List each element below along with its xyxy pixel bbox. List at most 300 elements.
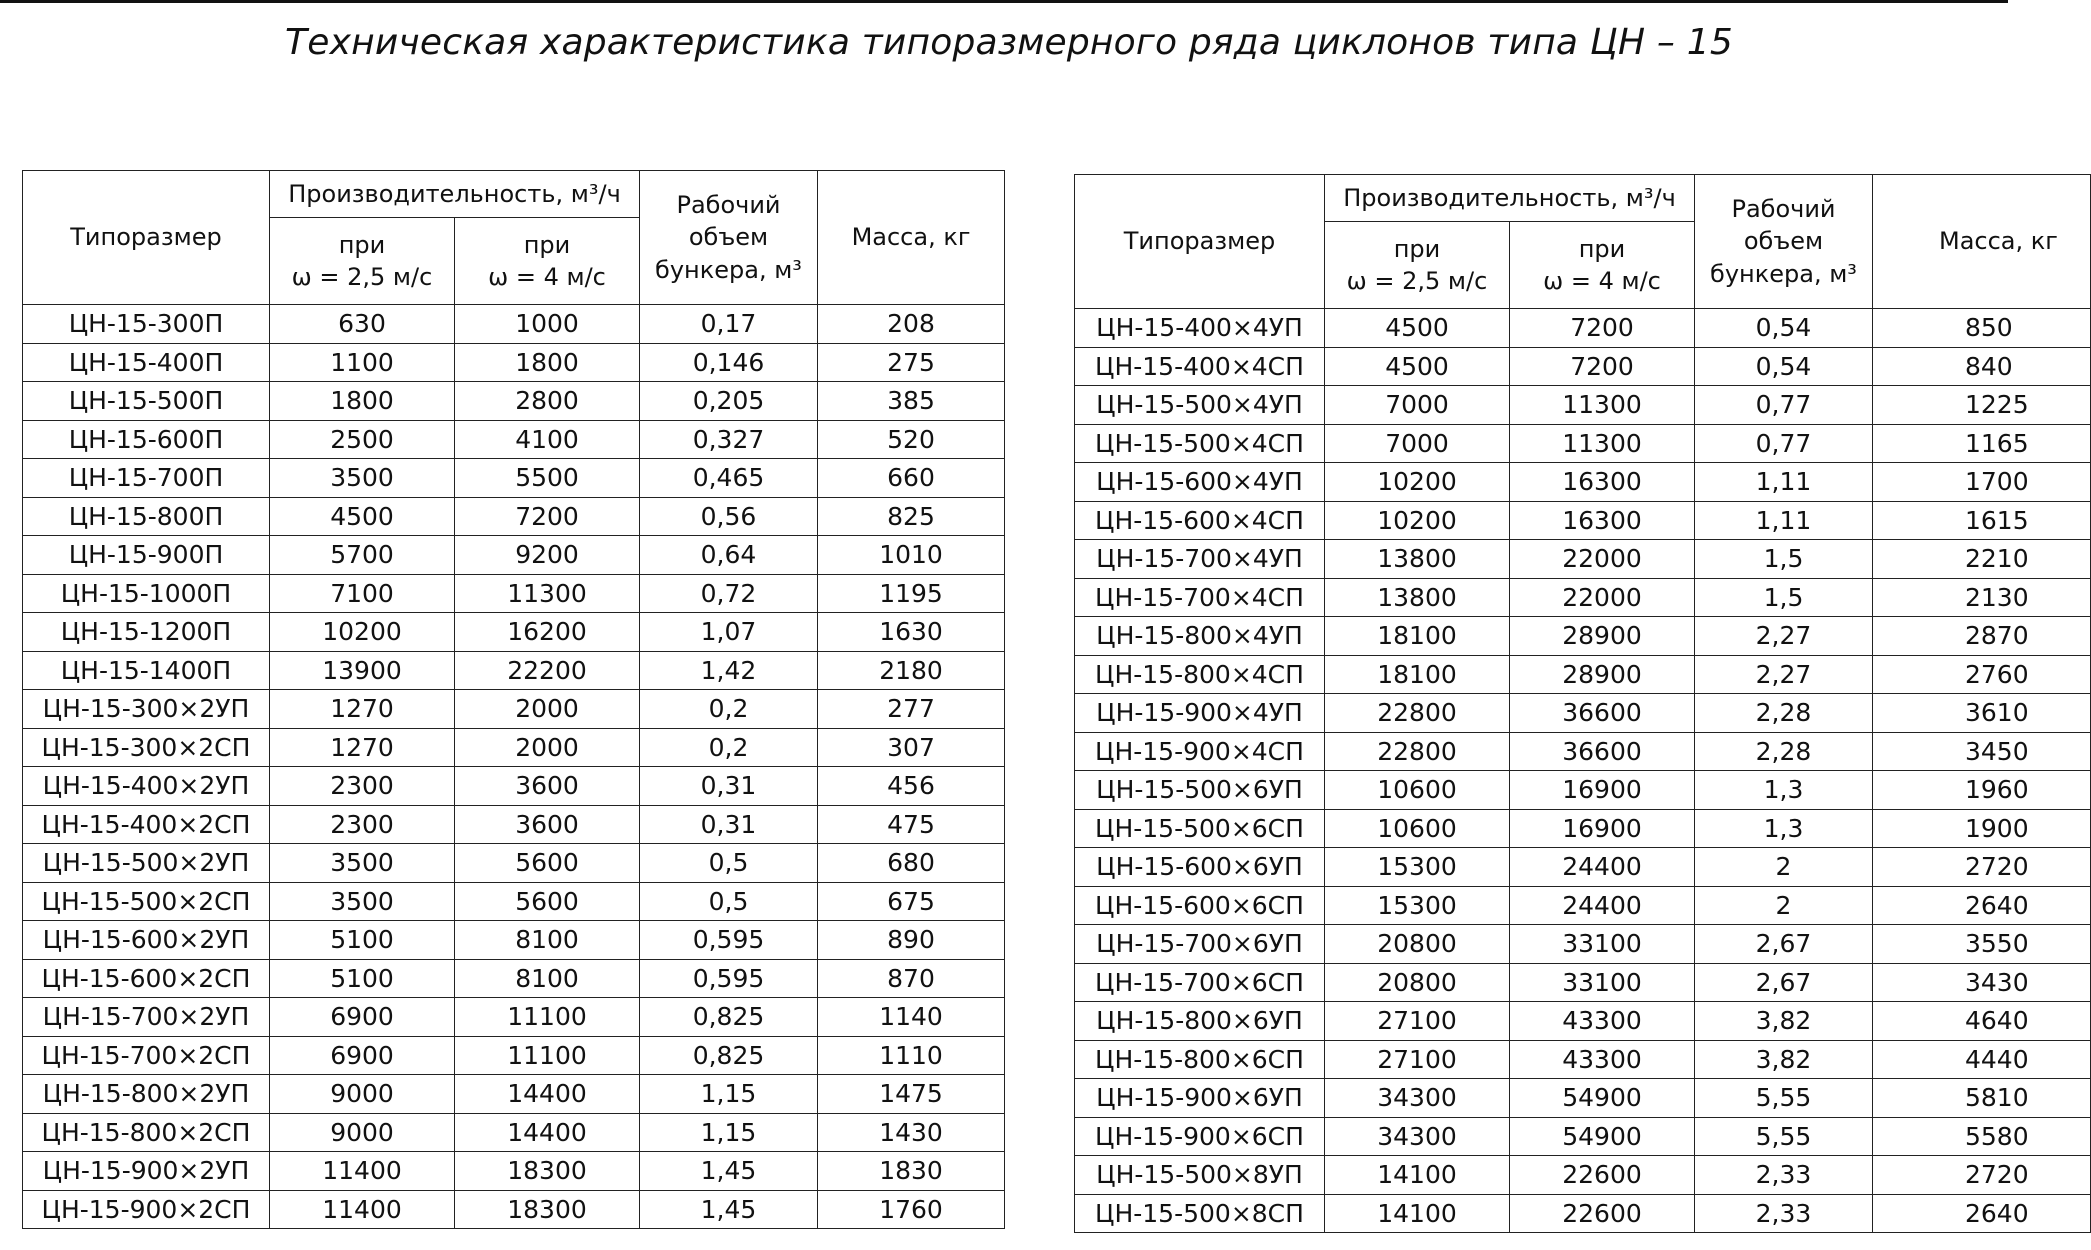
cell-size: ЦН-15-600×2СП <box>23 959 270 998</box>
table-row <box>1075 501 2091 540</box>
cell-capacity-4: 2800 <box>455 382 640 421</box>
table-row <box>1075 1156 2091 1195</box>
cell-mass: 2760 <box>1873 655 2091 694</box>
cell-mass: 1430 <box>818 1113 1005 1152</box>
cell-capacity-2-5: 34300 <box>1325 1117 1510 1156</box>
cell-volume: 0,54 <box>1695 347 1873 386</box>
cell-mass: 870 <box>818 959 1005 998</box>
cell-capacity-2-5: 9000 <box>270 1075 455 1114</box>
table-row <box>1075 1002 2091 1041</box>
cell-volume: 0,77 <box>1695 386 1873 425</box>
cell-volume: 2,33 <box>1695 1194 1873 1233</box>
cell-mass: 1630 <box>818 613 1005 652</box>
cell-volume: 0,205 <box>640 382 818 421</box>
cell-capacity-2-5: 20800 <box>1325 963 1510 1002</box>
cell-capacity-2-5: 1270 <box>270 728 455 767</box>
cell-size: ЦН-15-300×2СП <box>23 728 270 767</box>
cell-capacity-4: 36600 <box>1510 694 1695 733</box>
cell-size: ЦН-15-800×6УП <box>1075 1002 1325 1041</box>
cell-mass: 1475 <box>818 1075 1005 1114</box>
cell-volume: 5,55 <box>1695 1079 1873 1118</box>
cell-capacity-2-5: 4500 <box>1325 347 1510 386</box>
cell-size: ЦН-15-700×6УП <box>1075 925 1325 964</box>
table-row <box>23 1113 1005 1152</box>
cell-mass: 1830 <box>818 1152 1005 1191</box>
cell-size: ЦН-15-600×4УП <box>1075 463 1325 502</box>
cell-capacity-4: 14400 <box>455 1113 640 1152</box>
table-row <box>23 1075 1005 1114</box>
cell-volume: 0,77 <box>1695 424 1873 463</box>
cell-mass: 2720 <box>1873 848 2091 887</box>
table-row <box>1075 848 2091 887</box>
cell-mass: 456 <box>818 767 1005 806</box>
cell-size: ЦН-15-500×8УП <box>1075 1156 1325 1195</box>
table-row <box>1075 771 2091 810</box>
cell-capacity-4: 28900 <box>1510 617 1695 656</box>
cell-size: ЦН-15-1000П <box>23 574 270 613</box>
table-row <box>1075 732 2091 771</box>
table-row <box>23 459 1005 498</box>
table-row <box>23 574 1005 613</box>
cell-mass: 1900 <box>1873 809 2091 848</box>
cell-volume: 0,825 <box>640 1036 818 1075</box>
table-row <box>23 998 1005 1037</box>
cell-capacity-2-5: 22800 <box>1325 694 1510 733</box>
cell-size: ЦН-15-500×6УП <box>1075 771 1325 810</box>
cell-mass: 4640 <box>1873 1002 2091 1041</box>
cell-size: ЦН-15-600×2УП <box>23 921 270 960</box>
cell-size: ЦН-15-900×2СП <box>23 1190 270 1229</box>
table-row <box>1075 925 2091 964</box>
cell-volume: 2,27 <box>1695 655 1873 694</box>
cell-capacity-4: 2000 <box>455 690 640 729</box>
cell-size: ЦН-15-700×2УП <box>23 998 270 1037</box>
cell-capacity-2-5: 10200 <box>1325 501 1510 540</box>
cell-mass: 3610 <box>1873 694 2091 733</box>
cell-mass: 520 <box>818 420 1005 459</box>
cell-capacity-2-5: 4500 <box>270 497 455 536</box>
cell-volume: 2,27 <box>1695 617 1873 656</box>
cell-capacity-2-5: 2500 <box>270 420 455 459</box>
cell-mass: 1140 <box>818 998 1005 1037</box>
cell-volume: 0,5 <box>640 882 818 921</box>
cell-volume: 0,595 <box>640 959 818 998</box>
cell-capacity-4: 24400 <box>1510 848 1695 887</box>
header-size: Типоразмер <box>1075 175 1325 309</box>
cell-capacity-2-5: 10200 <box>1325 463 1510 502</box>
cell-capacity-2-5: 6900 <box>270 998 455 1037</box>
cell-mass: 1760 <box>818 1190 1005 1229</box>
cell-mass: 1615 <box>1873 501 2091 540</box>
header-size: Типоразмер <box>23 171 270 305</box>
cell-capacity-2-5: 7000 <box>1325 424 1510 463</box>
table-row <box>23 844 1005 883</box>
cell-mass: 2180 <box>818 651 1005 690</box>
table-row <box>1075 347 2091 386</box>
cell-capacity-2-5: 11400 <box>270 1152 455 1191</box>
cell-capacity-2-5: 11400 <box>270 1190 455 1229</box>
cell-capacity-2-5: 1800 <box>270 382 455 421</box>
cell-size: ЦН-15-900×2УП <box>23 1152 270 1191</box>
cell-capacity-4: 9200 <box>455 536 640 575</box>
cell-volume: 1,07 <box>640 613 818 652</box>
cell-capacity-4: 18300 <box>455 1190 640 1229</box>
table-row <box>23 1190 1005 1229</box>
cell-size: ЦН-15-800×4УП <box>1075 617 1325 656</box>
table-row <box>23 382 1005 421</box>
cell-capacity-2-5: 20800 <box>1325 925 1510 964</box>
cell-size: ЦН-15-900×6СП <box>1075 1117 1325 1156</box>
cell-mass: 2720 <box>1873 1156 2091 1195</box>
cell-capacity-4: 16300 <box>1510 463 1695 502</box>
table-row <box>23 651 1005 690</box>
cell-capacity-2-5: 6900 <box>270 1036 455 1075</box>
table-row <box>1075 309 2091 348</box>
cell-volume: 2,28 <box>1695 694 1873 733</box>
cell-capacity-4: 3600 <box>455 767 640 806</box>
table-row <box>23 728 1005 767</box>
cell-mass: 2870 <box>1873 617 2091 656</box>
cell-capacity-4: 33100 <box>1510 925 1695 964</box>
cell-capacity-2-5: 27100 <box>1325 1040 1510 1079</box>
cell-volume: 0,2 <box>640 728 818 767</box>
cell-mass: 5580 <box>1873 1117 2091 1156</box>
cell-size: ЦН-15-400×2УП <box>23 767 270 806</box>
cell-size: ЦН-15-600×6УП <box>1075 848 1325 887</box>
cell-capacity-2-5: 5700 <box>270 536 455 575</box>
table-row <box>1075 1194 2091 1233</box>
cell-volume: 2 <box>1695 886 1873 925</box>
cell-size: ЦН-15-400×4СП <box>1075 347 1325 386</box>
table-body-left <box>23 305 1005 1229</box>
cell-capacity-4: 7200 <box>1510 309 1695 348</box>
table-row <box>1075 540 2091 579</box>
header-capacity-4: при ω = 4 м/с <box>455 218 640 305</box>
cell-mass: 675 <box>818 882 1005 921</box>
cell-capacity-2-5: 3500 <box>270 844 455 883</box>
cell-capacity-2-5: 34300 <box>1325 1079 1510 1118</box>
table-row <box>1075 1040 2091 1079</box>
cell-mass: 660 <box>818 459 1005 498</box>
cell-volume: 1,45 <box>640 1152 818 1191</box>
cell-capacity-2-5: 15300 <box>1325 848 1510 887</box>
cell-mass: 2210 <box>1873 540 2091 579</box>
cell-size: ЦН-15-700×6СП <box>1075 963 1325 1002</box>
cell-capacity-4: 5500 <box>455 459 640 498</box>
cell-capacity-2-5: 10600 <box>1325 809 1510 848</box>
cell-capacity-2-5: 2300 <box>270 767 455 806</box>
cell-size: ЦН-15-600×6СП <box>1075 886 1325 925</box>
cell-capacity-4: 3600 <box>455 805 640 844</box>
table-row <box>1075 578 2091 617</box>
cell-size: ЦН-15-400×2СП <box>23 805 270 844</box>
cell-volume: 1,45 <box>640 1190 818 1229</box>
cell-mass: 825 <box>818 497 1005 536</box>
cell-size: ЦН-15-1200П <box>23 613 270 652</box>
cell-capacity-2-5: 7000 <box>1325 386 1510 425</box>
cell-volume: 2,33 <box>1695 1156 1873 1195</box>
cell-capacity-4: 43300 <box>1510 1002 1695 1041</box>
cell-size: ЦН-15-700×2СП <box>23 1036 270 1075</box>
cell-capacity-4: 4100 <box>455 420 640 459</box>
table-row <box>23 805 1005 844</box>
cell-size: ЦН-15-800×2СП <box>23 1113 270 1152</box>
cell-size: ЦН-15-900×4УП <box>1075 694 1325 733</box>
table-row <box>1075 963 2091 1002</box>
cell-size: ЦН-15-500×2УП <box>23 844 270 883</box>
cell-capacity-2-5: 5100 <box>270 959 455 998</box>
table-row <box>23 1036 1005 1075</box>
cell-volume: 0,56 <box>640 497 818 536</box>
cell-size: ЦН-15-800П <box>23 497 270 536</box>
cell-capacity-2-5: 1270 <box>270 690 455 729</box>
cell-volume: 2,67 <box>1695 925 1873 964</box>
cell-size: ЦН-15-300П <box>23 305 270 344</box>
cell-capacity-2-5: 10200 <box>270 613 455 652</box>
cell-mass: 307 <box>818 728 1005 767</box>
cell-size: ЦН-15-500×6СП <box>1075 809 1325 848</box>
cell-size: ЦН-15-700П <box>23 459 270 498</box>
cell-capacity-4: 36600 <box>1510 732 1695 771</box>
table-row <box>1075 463 2091 502</box>
cell-volume: 0,146 <box>640 343 818 382</box>
cell-capacity-4: 22000 <box>1510 578 1695 617</box>
cell-mass: 1165 <box>1873 424 2091 463</box>
cell-mass: 890 <box>818 921 1005 960</box>
cell-capacity-4: 54900 <box>1510 1117 1695 1156</box>
cell-mass: 1195 <box>818 574 1005 613</box>
cell-capacity-2-5: 3500 <box>270 459 455 498</box>
cell-capacity-2-5: 5100 <box>270 921 455 960</box>
table-row <box>23 767 1005 806</box>
cell-size: ЦН-15-800×4СП <box>1075 655 1325 694</box>
table-row <box>23 882 1005 921</box>
cell-volume: 0,595 <box>640 921 818 960</box>
cell-mass: 1225 <box>1873 386 2091 425</box>
table-row <box>1075 809 2091 848</box>
cell-volume: 0,327 <box>640 420 818 459</box>
cell-size: ЦН-15-700×4СП <box>1075 578 1325 617</box>
cell-volume: 5,55 <box>1695 1117 1873 1156</box>
cell-volume: 0,54 <box>1695 309 1873 348</box>
cell-mass: 3430 <box>1873 963 2091 1002</box>
cell-size: ЦН-15-900П <box>23 536 270 575</box>
cell-capacity-4: 2000 <box>455 728 640 767</box>
cell-capacity-4: 8100 <box>455 959 640 998</box>
cell-mass: 2640 <box>1873 1194 2091 1233</box>
cell-mass: 840 <box>1873 347 2091 386</box>
table-row <box>1075 655 2091 694</box>
cell-capacity-2-5: 14100 <box>1325 1194 1510 1233</box>
cell-capacity-2-5: 18100 <box>1325 617 1510 656</box>
cell-capacity-4: 1800 <box>455 343 640 382</box>
table-row <box>23 536 1005 575</box>
header-capacity-4: при ω = 4 м/с <box>1510 222 1695 309</box>
cell-size: ЦН-15-800×2УП <box>23 1075 270 1114</box>
cell-volume: 1,3 <box>1695 809 1873 848</box>
cell-mass: 2130 <box>1873 578 2091 617</box>
cell-capacity-4: 14400 <box>455 1075 640 1114</box>
cell-capacity-4: 11300 <box>1510 424 1695 463</box>
cell-capacity-2-5: 3500 <box>270 882 455 921</box>
cell-mass: 1960 <box>1873 771 2091 810</box>
cell-capacity-4: 11300 <box>455 574 640 613</box>
cell-volume: 0,31 <box>640 767 818 806</box>
cell-volume: 2 <box>1695 848 1873 887</box>
cell-capacity-2-5: 15300 <box>1325 886 1510 925</box>
table-row <box>23 420 1005 459</box>
table-row <box>1075 424 2091 463</box>
cell-volume: 0,64 <box>640 536 818 575</box>
table-row <box>1075 386 2091 425</box>
table-row <box>23 959 1005 998</box>
cell-volume: 0,2 <box>640 690 818 729</box>
header-capacity: Производительность, м³/ч <box>1325 175 1695 222</box>
table-row <box>1075 617 2091 656</box>
cell-mass: 3550 <box>1873 925 2091 964</box>
cell-size: ЦН-15-300×2УП <box>23 690 270 729</box>
cell-volume: 1,5 <box>1695 540 1873 579</box>
cell-volume: 0,465 <box>640 459 818 498</box>
cell-volume: 3,82 <box>1695 1002 1873 1041</box>
cell-volume: 0,31 <box>640 805 818 844</box>
header-capacity-2-5: при ω = 2,5 м/с <box>270 218 455 305</box>
cell-mass: 475 <box>818 805 1005 844</box>
cell-capacity-4: 22600 <box>1510 1156 1695 1195</box>
spec-table-right <box>1074 174 2091 1233</box>
cell-capacity-4: 16300 <box>1510 501 1695 540</box>
cell-size: ЦН-15-500П <box>23 382 270 421</box>
cell-mass: 5810 <box>1873 1079 2091 1118</box>
table-row <box>1075 1117 2091 1156</box>
cell-capacity-2-5: 9000 <box>270 1113 455 1152</box>
table-body-right <box>1075 309 2091 1233</box>
cell-size: ЦН-15-500×4СП <box>1075 424 1325 463</box>
header-mass: Масса, кг <box>1873 175 2091 309</box>
cell-capacity-4: 11100 <box>455 998 640 1037</box>
cell-size: ЦН-15-500×2СП <box>23 882 270 921</box>
cell-capacity-4: 22600 <box>1510 1194 1695 1233</box>
cell-mass: 275 <box>818 343 1005 382</box>
header-capacity: Производительность, м³/ч <box>270 171 640 218</box>
cell-capacity-4: 5600 <box>455 882 640 921</box>
cell-mass: 208 <box>818 305 1005 344</box>
table-row <box>1075 1079 2091 1118</box>
cell-capacity-4: 22200 <box>455 651 640 690</box>
cell-capacity-4: 11300 <box>1510 386 1695 425</box>
cell-capacity-2-5: 1100 <box>270 343 455 382</box>
cell-mass: 1010 <box>818 536 1005 575</box>
cell-capacity-2-5: 27100 <box>1325 1002 1510 1041</box>
cell-capacity-2-5: 630 <box>270 305 455 344</box>
cell-volume: 1,11 <box>1695 463 1873 502</box>
cell-mass: 1110 <box>818 1036 1005 1075</box>
table-row <box>23 690 1005 729</box>
cell-volume: 0,17 <box>640 305 818 344</box>
cell-volume: 0,72 <box>640 574 818 613</box>
cell-mass: 680 <box>818 844 1005 883</box>
cell-capacity-2-5: 13800 <box>1325 578 1510 617</box>
cell-mass: 277 <box>818 690 1005 729</box>
cell-size: ЦН-15-900×6УП <box>1075 1079 1325 1118</box>
cell-capacity-4: 7200 <box>1510 347 1695 386</box>
cell-capacity-4: 16900 <box>1510 771 1695 810</box>
cell-volume: 0,5 <box>640 844 818 883</box>
spec-table-left <box>22 170 1005 1229</box>
cell-mass: 385 <box>818 382 1005 421</box>
cell-capacity-4: 8100 <box>455 921 640 960</box>
cell-volume: 2,67 <box>1695 963 1873 1002</box>
table-row <box>23 613 1005 652</box>
cell-capacity-2-5: 2300 <box>270 805 455 844</box>
cell-size: ЦН-15-600×4СП <box>1075 501 1325 540</box>
cell-capacity-2-5: 13900 <box>270 651 455 690</box>
cell-capacity-2-5: 10600 <box>1325 771 1510 810</box>
header-volume: Рабочий объем бункера, м³ <box>1695 175 1873 309</box>
cell-mass: 1700 <box>1873 463 2091 502</box>
cell-capacity-4: 24400 <box>1510 886 1695 925</box>
cell-volume: 1,3 <box>1695 771 1873 810</box>
cell-capacity-4: 11100 <box>455 1036 640 1075</box>
cell-size: ЦН-15-800×6СП <box>1075 1040 1325 1079</box>
header-mass: Масса, кг <box>818 171 1005 305</box>
cell-size: ЦН-15-1400П <box>23 651 270 690</box>
cell-capacity-4: 1000 <box>455 305 640 344</box>
cell-capacity-4: 18300 <box>455 1152 640 1191</box>
cell-size: ЦН-15-700×4УП <box>1075 540 1325 579</box>
table-row <box>1075 694 2091 733</box>
cell-capacity-4: 16200 <box>455 613 640 652</box>
cell-capacity-2-5: 18100 <box>1325 655 1510 694</box>
cell-volume: 1,42 <box>640 651 818 690</box>
page-title: Техническая характеристика типоразмерного ряда циклонов типа ЦН – 15 <box>285 22 1733 63</box>
table-row <box>23 1152 1005 1191</box>
cell-size: ЦН-15-600П <box>23 420 270 459</box>
cell-capacity-2-5: 13800 <box>1325 540 1510 579</box>
header-capacity-2-5: при ω = 2,5 м/с <box>1325 222 1510 309</box>
cell-volume: 2,28 <box>1695 732 1873 771</box>
cell-capacity-2-5: 14100 <box>1325 1156 1510 1195</box>
cell-capacity-4: 16900 <box>1510 809 1695 848</box>
table-row <box>23 343 1005 382</box>
cell-volume: 1,15 <box>640 1075 818 1114</box>
cell-size: ЦН-15-500×4УП <box>1075 386 1325 425</box>
table-row <box>23 497 1005 536</box>
cell-volume: 1,5 <box>1695 578 1873 617</box>
cell-capacity-2-5: 4500 <box>1325 309 1510 348</box>
table-row <box>1075 886 2091 925</box>
cell-volume: 0,825 <box>640 998 818 1037</box>
cell-volume: 3,82 <box>1695 1040 1873 1079</box>
cell-size: ЦН-15-400×4УП <box>1075 309 1325 348</box>
cell-capacity-4: 7200 <box>455 497 640 536</box>
cell-capacity-4: 33100 <box>1510 963 1695 1002</box>
cell-capacity-2-5: 7100 <box>270 574 455 613</box>
cell-size: ЦН-15-900×4СП <box>1075 732 1325 771</box>
cell-mass: 2640 <box>1873 886 2091 925</box>
cell-size: ЦН-15-500×8СП <box>1075 1194 1325 1233</box>
cell-size: ЦН-15-400П <box>23 343 270 382</box>
header-volume: Рабочий объем бункера, м³ <box>640 171 818 305</box>
cell-capacity-4: 28900 <box>1510 655 1695 694</box>
cell-volume: 1,15 <box>640 1113 818 1152</box>
cell-volume: 1,11 <box>1695 501 1873 540</box>
cell-capacity-4: 22000 <box>1510 540 1695 579</box>
cell-capacity-2-5: 22800 <box>1325 732 1510 771</box>
cell-mass: 4440 <box>1873 1040 2091 1079</box>
cell-capacity-4: 54900 <box>1510 1079 1695 1118</box>
cell-mass: 3450 <box>1873 732 2091 771</box>
